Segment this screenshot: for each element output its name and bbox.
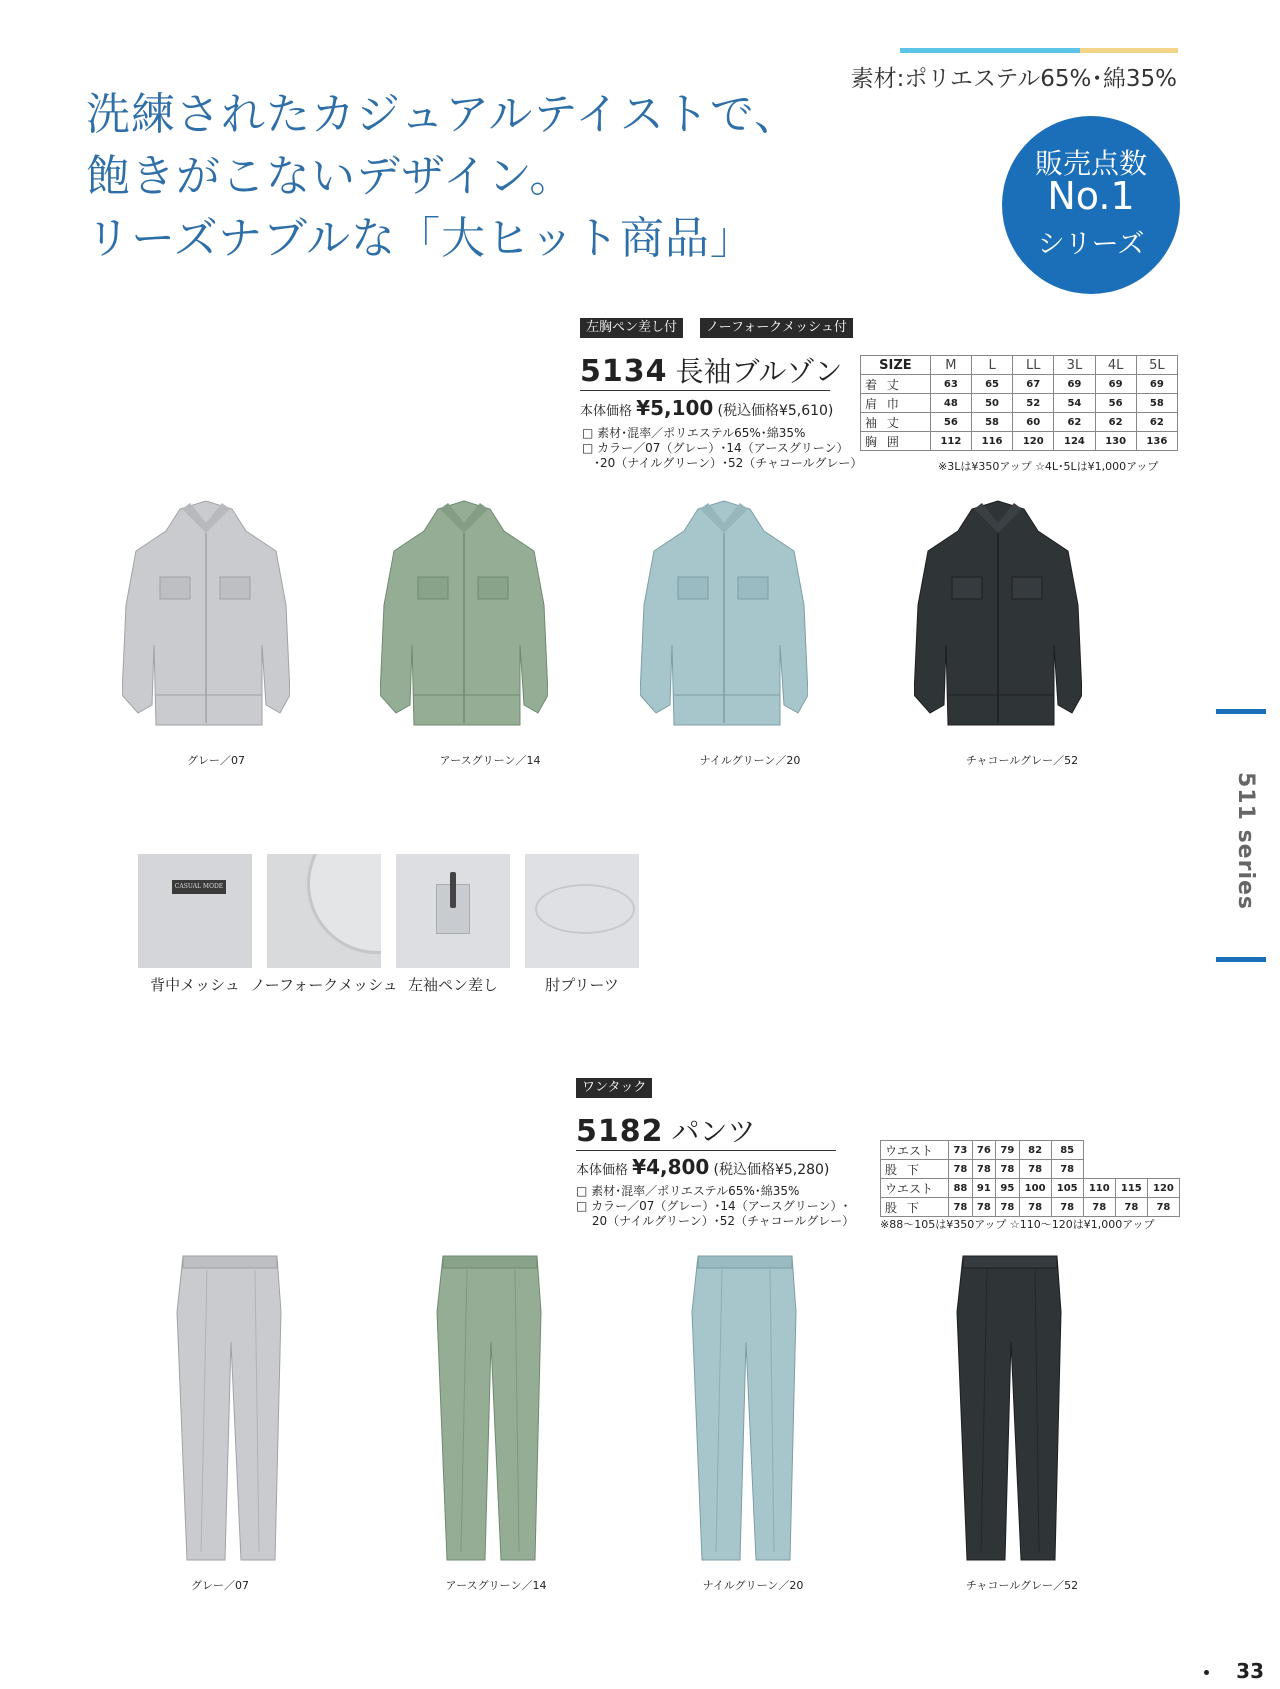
pants-shape xyxy=(957,1256,1061,1560)
size-cell: 130 xyxy=(1095,432,1136,451)
jacket-tag-mesh: ノーフォークメッシュ付 xyxy=(700,318,853,338)
detail-seam xyxy=(307,854,381,954)
size-cell: 120 xyxy=(1013,432,1054,451)
material-text: 素材:ポリエステル65%･綿35% xyxy=(850,66,1177,92)
size-cell: 78 xyxy=(1019,1160,1051,1179)
pants-price xyxy=(576,1155,829,1179)
size-cell: 56 xyxy=(930,413,971,432)
pants-caption-earth-green: アースグリーン／14 xyxy=(445,1579,547,1592)
jacket-caption-earth-green: アースグリーン／14 xyxy=(439,754,541,767)
pants-photo-earth-green xyxy=(435,1252,545,1562)
page-number: 33 xyxy=(1236,1659,1264,1683)
pants-shape xyxy=(692,1256,796,1560)
size-cell: 85 xyxy=(1051,1141,1083,1160)
headline-line-3: リーズナブルな「大ヒット商品」 xyxy=(86,213,755,264)
jacket-shape xyxy=(914,501,1082,725)
headline-line-2: 飽きがこないデザイン。 xyxy=(86,151,575,202)
size-cell: 62 xyxy=(1095,413,1136,432)
size-cell-empty xyxy=(1083,1141,1115,1160)
pants-caption-charcoal-gray: チャコールグレー／52 xyxy=(965,1579,1079,1592)
jacket-size-row xyxy=(861,413,1178,432)
jacket-photo-earth-green xyxy=(380,495,548,735)
jacket-size-row xyxy=(861,394,1178,413)
pants-spec-colors-cont: 20（ナイルグリーン）･52（チャコールグレー） xyxy=(576,1214,855,1228)
jacket-title xyxy=(580,350,843,391)
size-cell: 78 xyxy=(1083,1198,1115,1217)
jacket-spec-colors-cont: ･20（ナイルグリーン）･52（チャコールグレー） xyxy=(582,456,863,470)
jacket-photo-gray xyxy=(122,495,290,735)
size-cell: 116 xyxy=(971,432,1012,451)
size-cell: 76 xyxy=(972,1141,995,1160)
pants-caption-gray: グレー／07 xyxy=(191,1579,249,1592)
pants-size-row xyxy=(881,1141,1180,1160)
side-line-bottom xyxy=(1216,957,1266,962)
size-cell: 105 xyxy=(1051,1179,1083,1198)
size-cell: 78 xyxy=(1051,1160,1083,1179)
size-cell: 60 xyxy=(1013,413,1054,432)
jacket-spec-colors: □ カラー／07（グレー）･14（アースグリーン） xyxy=(582,441,849,455)
pants-photo-nile-green xyxy=(690,1252,800,1562)
pants-name: パンツ xyxy=(671,1115,756,1148)
detail-label-tag: CASUAL MODE xyxy=(172,880,226,894)
jacket-caption-gray: グレー／07 xyxy=(187,754,245,767)
size-cell: 124 xyxy=(1054,432,1095,451)
size-cell: 78 xyxy=(1147,1198,1179,1217)
jacket-size-note: ※3Lは¥350アップ ☆4L･5Lは¥1,000アップ xyxy=(938,460,1159,473)
size-header-l: L xyxy=(971,356,1012,375)
jacket-tax-price: (税込価格¥5,610) xyxy=(717,403,834,419)
size-row-label: 股 下 xyxy=(881,1160,949,1179)
jacket-tag-pen: 左胸ペン差し付 xyxy=(580,318,683,338)
jacket-photo-nile-green xyxy=(640,495,808,735)
pants-size-row xyxy=(881,1179,1180,1198)
jacket-spec-material: □ 素材･混率／ポリエステル65%･綿35% xyxy=(582,426,806,440)
jacket-number: 5134 xyxy=(580,354,668,389)
size-header-ll: LL xyxy=(1013,356,1054,375)
size-header-3l: 3L xyxy=(1054,356,1095,375)
series-label: 511 series xyxy=(1233,772,1258,911)
size-cell: 78 xyxy=(996,1198,1019,1217)
jacket-size-table xyxy=(860,355,1178,451)
jacket-price-label: 本体価格 xyxy=(580,404,633,419)
pants-tax-price: (税込価格¥5,280) xyxy=(713,1162,830,1178)
detail-caption-sleeve-pen: 左袖ペン差し xyxy=(407,976,498,994)
size-cell: 69 xyxy=(1136,375,1177,394)
size-cell: 78 xyxy=(1019,1198,1051,1217)
side-line-top xyxy=(1216,709,1266,714)
pants-title xyxy=(576,1110,836,1151)
jacket-size-row xyxy=(861,432,1178,451)
jacket-name: 長袖ブルゾン xyxy=(675,355,843,388)
size-cell: 69 xyxy=(1054,375,1095,394)
pants-price-amount: ¥4,800 xyxy=(632,1155,710,1179)
size-cell: 56 xyxy=(1095,394,1136,413)
jacket-price-amount: ¥5,100 xyxy=(636,396,714,420)
size-cell: 69 xyxy=(1095,375,1136,394)
size-cell: 63 xyxy=(930,375,971,394)
detail-back-mesh xyxy=(138,854,252,968)
headline xyxy=(86,84,799,270)
size-row-label: ウエスト xyxy=(881,1141,949,1160)
pants-shape xyxy=(437,1256,541,1560)
pants-photo-gray xyxy=(175,1252,285,1562)
size-cell: 78 xyxy=(949,1160,972,1179)
size-cell: 78 xyxy=(996,1160,1019,1179)
size-cell-empty xyxy=(1115,1141,1147,1160)
header-color-bar xyxy=(900,48,1178,53)
detail-norfolk-mesh xyxy=(267,854,381,968)
size-header-4l: 4L xyxy=(1095,356,1136,375)
size-cell-empty xyxy=(1083,1160,1115,1179)
pants-specs xyxy=(576,1184,854,1229)
pen-icon xyxy=(450,872,456,908)
size-cell: 54 xyxy=(1054,394,1095,413)
detail-sleeve-pen xyxy=(396,854,510,968)
size-cell: 58 xyxy=(1136,394,1177,413)
size-cell: 58 xyxy=(971,413,1012,432)
pants-spec-colors: □ カラー／07（グレー）･14（アースグリーン）･ xyxy=(576,1199,849,1213)
page-dot xyxy=(1204,1670,1209,1675)
header-bar-blue xyxy=(900,48,1080,53)
pants-size-row xyxy=(881,1160,1180,1179)
size-cell: 78 xyxy=(949,1198,972,1217)
jacket-shape xyxy=(122,501,290,725)
pants-price-label: 本体価格 xyxy=(576,1163,629,1178)
pants-size-table xyxy=(880,1140,1180,1217)
jacket-size-row xyxy=(861,375,1178,394)
size-header-5l: 5L xyxy=(1136,356,1177,375)
size-cell: 78 xyxy=(1051,1198,1083,1217)
jacket-size-header-row xyxy=(861,356,1178,375)
size-cell: 62 xyxy=(1136,413,1177,432)
detail-caption-back-mesh: 背中メッシュ xyxy=(150,976,240,994)
size-cell: 110 xyxy=(1083,1179,1115,1198)
size-cell: 73 xyxy=(949,1141,972,1160)
jacket-shape xyxy=(640,501,808,725)
size-cell: 50 xyxy=(971,394,1012,413)
size-row-label: 胸 囲 xyxy=(861,432,931,451)
size-cell: 115 xyxy=(1115,1179,1147,1198)
size-cell-empty xyxy=(1147,1160,1179,1179)
size-cell: 91 xyxy=(972,1179,995,1198)
size-cell-empty xyxy=(1115,1160,1147,1179)
size-cell: 62 xyxy=(1054,413,1095,432)
header-bar-yellow xyxy=(1080,48,1178,53)
size-row-label: 肩 巾 xyxy=(861,394,931,413)
size-row-label: 着 丈 xyxy=(861,375,931,394)
size-cell: 120 xyxy=(1147,1179,1179,1198)
badge-line-1: 販売点数 xyxy=(1034,147,1147,180)
size-row-label: ウエスト xyxy=(881,1179,949,1198)
detail-pleat xyxy=(535,884,635,934)
size-cell: 112 xyxy=(930,432,971,451)
size-header-m: M xyxy=(930,356,971,375)
size-row-label: 股 下 xyxy=(881,1198,949,1217)
size-cell: 95 xyxy=(996,1179,1019,1198)
jacket-photo-charcoal-gray xyxy=(914,495,1082,735)
detail-elbow-pleats xyxy=(525,854,639,968)
size-cell: 65 xyxy=(971,375,1012,394)
badge-line-2: No.1 xyxy=(1047,174,1135,218)
pants-size-row xyxy=(881,1198,1180,1217)
pants-spec-material: □ 素材･混率／ポリエステル65%･綿35% xyxy=(576,1184,800,1198)
size-cell: 82 xyxy=(1019,1141,1051,1160)
size-cell: 136 xyxy=(1136,432,1177,451)
pants-size-note: ※88～105は¥350アップ ☆110～120は¥1,000アップ xyxy=(880,1218,1155,1231)
jacket-specs xyxy=(582,426,862,471)
jacket-shape xyxy=(380,501,548,725)
size-cell: 78 xyxy=(972,1198,995,1217)
pants-shape xyxy=(177,1256,281,1560)
size-cell: 79 xyxy=(996,1141,1019,1160)
jacket-caption-charcoal-gray: チャコールグレー／52 xyxy=(965,754,1079,767)
pants-tag-onetuck: ワンタック xyxy=(576,1078,652,1098)
size-cell-empty xyxy=(1147,1141,1179,1160)
badge-line-3: シリーズ xyxy=(1037,229,1145,260)
jacket-caption-nile-green: ナイルグリーン／20 xyxy=(699,754,801,767)
jacket-price xyxy=(580,396,833,420)
headline-line-1: 洗練されたカジュアルテイストで、 xyxy=(86,89,799,140)
pants-number: 5182 xyxy=(576,1114,664,1149)
size-cell: 100 xyxy=(1019,1179,1051,1198)
size-header-label: SIZE xyxy=(861,356,931,375)
size-cell: 52 xyxy=(1013,394,1054,413)
sales-badge xyxy=(1002,116,1180,294)
size-row-label: 袖 丈 xyxy=(861,413,931,432)
detail-caption-elbow-pleats: 肘プリーツ xyxy=(545,976,619,994)
size-cell: 88 xyxy=(949,1179,972,1198)
size-cell: 78 xyxy=(1115,1198,1147,1217)
pants-photo-charcoal-gray xyxy=(955,1252,1065,1562)
pants-caption-nile-green: ナイルグリーン／20 xyxy=(702,1579,804,1592)
size-cell: 78 xyxy=(972,1160,995,1179)
detail-caption-norfolk-mesh: ノーフォークメッシュ xyxy=(250,976,398,994)
size-cell: 67 xyxy=(1013,375,1054,394)
size-cell: 48 xyxy=(930,394,971,413)
